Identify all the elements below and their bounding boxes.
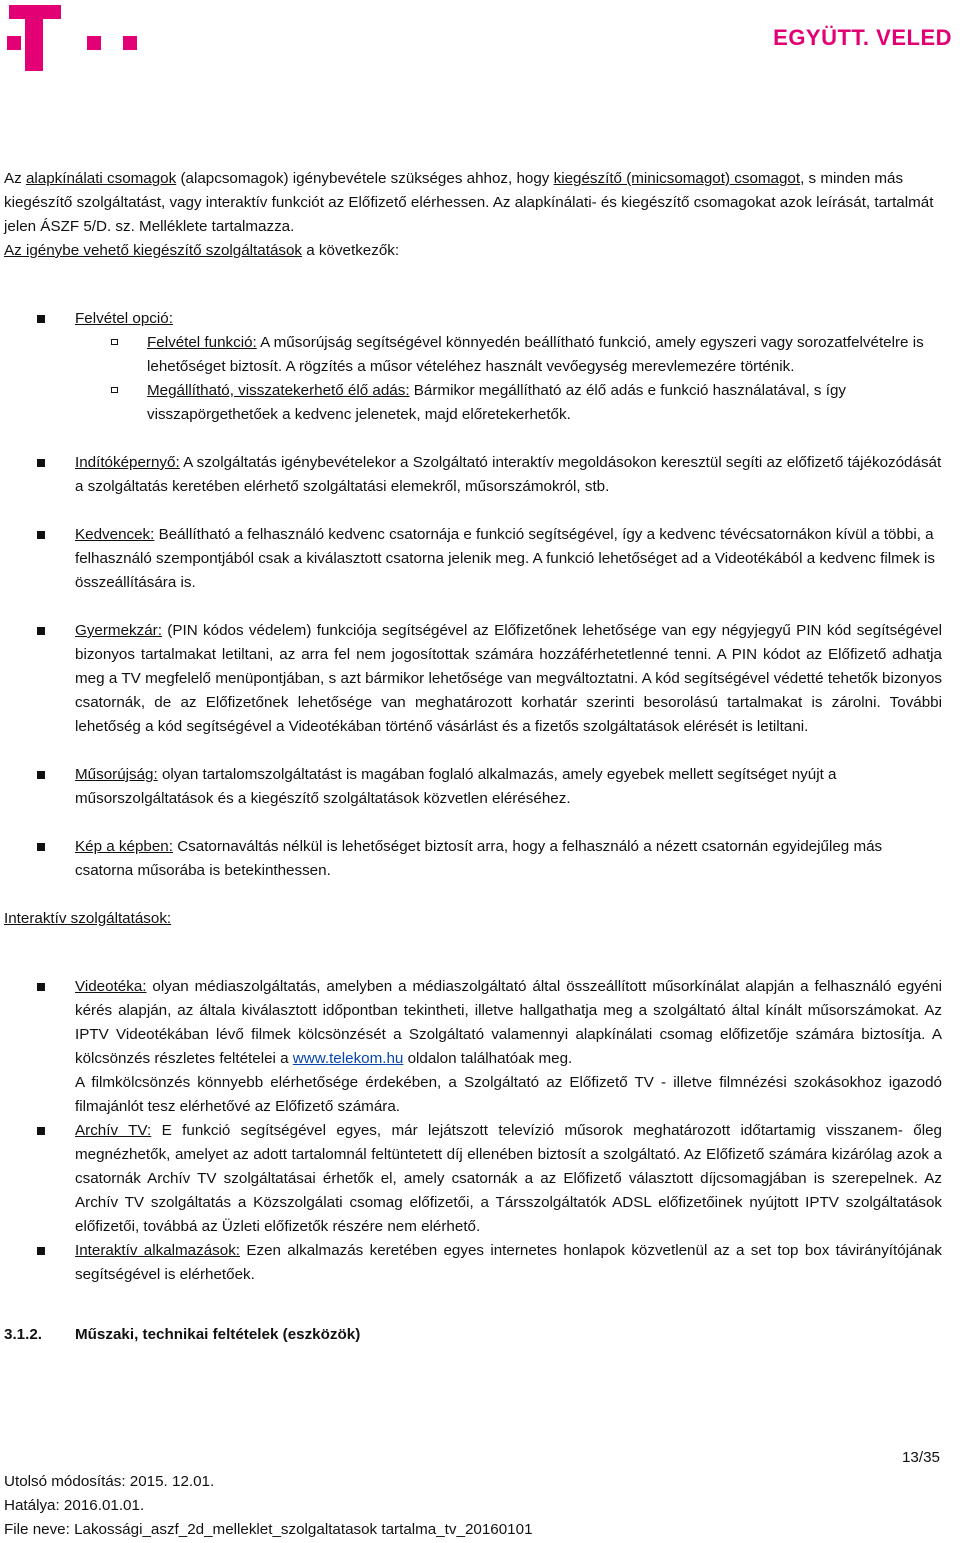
bullet-square-icon <box>37 983 45 991</box>
document-body <box>4 167 942 1347</box>
list-item-kedvencek: Kedvencek: Beállítható a felhasználó kedvenc csatornája e funkció segítségével, így a kedvenc tévécsatornákon kívül a többi, a felhasználó szempontjából csak a kiválasztott csatorna jelenik meg. A funkció lehetőséget ad a Videotékából a kedvenc filmek is összeállítására is. <box>4 523 942 595</box>
intro-paragraph: Az alapkínálati csomagok (alapcsomagok) igénybevétele szükséges ahhoz, hogy kiegészítő (minicsomagot) csomagot, s minden más kiegészítő szolgáltatást, vagy interaktív funkciót az Előfizető elérhessen. Az alapkínálati- és kiegészítő csomagokat azok leírását, tartalmát jelen ÁSZF 5/D. sz. Melléklete tartalmazza. <box>4 170 934 235</box>
bullet-hollow-square-icon <box>111 339 118 345</box>
list-item-musorujsag: Műsorújság: olyan tartalomszolgáltatást is magában foglaló alkalmazás, amely egyebek mellett segítséget nyújt a műsorszolgáltatások és a kiegészítő szolgáltatások közvetlen eléréséhez. <box>4 763 942 811</box>
logo-square-3 <box>123 36 137 50</box>
bullet-square-icon <box>37 627 45 635</box>
footer-modified: Utolsó módosítás: 2015. 12.01. <box>4 1473 215 1490</box>
bullet-square-icon <box>37 843 45 851</box>
interactive-services-title: Interaktív szolgáltatások: <box>4 910 172 927</box>
list-item-videoteka: Videotéka: olyan médiaszolgáltatás, amelyben a médiaszolgáltató által összeállított műsorkínálat alapján a felhasználó egyéni kérés alapján, az általa kiválasztott időpontban tekintheti, illetve hallgathatja meg a szolgáltató által kínált műsorszámokat. Az IPTV Videotékában lévő filmek kölcsönzését a Szolgáltató valamennyi alapkínálati csomag előfizetője számára biztosítja. A kölcsönzés részletes feltételei a www.telekom.hu oldalon találhatóak meg. A filmkölcsönzés könnyebb elérhetősége érdekében, a Szolgáltató az Előfizető TV - illetve filmnézési szokásokhoz igazodó filmajánlót tesz elérhetővé az Előfizető számára. <box>4 975 942 1119</box>
section-number: 3.1.2. <box>4 1326 42 1343</box>
list-item-inditokepernyo: Indítóképernyő: A szolgáltatás igénybevételekor a Szolgáltató interaktív megoldásokon keresztül segíti az előfizető tájékozódását a szolgáltatás keretében elérhető szolgáltatási elemekről, műsorszámokról, stb. <box>4 451 942 499</box>
list-item-gyermekzar: Gyermekzár: (PIN kódos védelem) funkciója segítségével az Előfizetőnek lehetősége van egy négyjegyű PIN kód segítségével bizonyos tartalmakat letiltani, az arra fel nem jogosítottak számára hozzáférhetetlenné tenni. A PIN kódot az Előfizető adhatja meg a TV megfelelő menüpontjában, s azt bármikor lehetősége van megváltoztatni. A kód segítségével védetté tehetők bizonyos csatornák, de az Előfizetőnek lehetősége van meghatározott korhatár szerinti besorolású tartalmakat is zárolni. További lehetőség a kód segítségével a Videotékában történő vásárlást és a fizetős szolgáltatások elérését is letiltani. <box>4 619 942 739</box>
telekom-t-logo-icon <box>0 0 150 76</box>
videoteka-extra: A filmkölcsönzés könnyebb elérhetősége érdekében, a Szolgáltató az Előfizető TV - illetve filmnézési szokásokhoz igazodó filmajánlót tesz elérhetővé az Előfizető számára. <box>75 1074 942 1115</box>
subitem-megallithato: Megállítható, visszatekerhető élő adás: Bármikor megállítható az élő adás e funkció használatával, s így visszapörgethetőek a kedvenc jelenetek, majd előretekerhetők. <box>75 379 942 427</box>
footer-effective: Hatálya: 2016.01.01. <box>4 1497 145 1514</box>
footer-filename: File neve: Lakossági_aszf_2d_melleklet_szolgaltatasok tartalma_tv_20160101 <box>4 1521 533 1538</box>
bullet-square-icon <box>37 771 45 779</box>
bullet-square-icon <box>37 1247 45 1255</box>
footer <box>4 1470 533 1542</box>
list-item-interaktiv-alkalmazasok: Interaktív alkalmazások: Ezen alkalmazás keretében egyes internetes honlapok közvetlenül az a set top box távirányítójának segítségével is elérhetőek. <box>4 1239 942 1287</box>
list-item-felvetel <box>4 307 942 427</box>
section-heading <box>4 1323 942 1347</box>
section-title: Műszaki, technikai feltételek (eszközök) <box>75 1326 361 1343</box>
subitem-felvetel-funkcio: Felvétel funkció: A műsorújság segítségével könnyedén beállítható funkció, amely egyszeri vagy sorozatfelvételre is lehetőséget biztosít. A rögzítés a műsor vételéhez használt vevőegység merevlemezére történik. <box>75 331 942 379</box>
telekom-link[interactable]: www.telekom.hu <box>292 1050 404 1067</box>
bullet-hollow-square-icon <box>111 387 118 393</box>
lead-paragraph: Az igénybe vehető kiegészítő szolgáltatások a következők: <box>4 242 400 259</box>
logo-square-2 <box>87 36 101 50</box>
bullet-square-icon <box>37 1127 45 1135</box>
logo-stem <box>25 5 43 71</box>
list-item-archiv-tv: Archív TV: E funkció segítségével egyes, már lejátszott televízió műsorok meghatározott időtartamig visszanem‑ őleg megnézhetők, amelyet az adott tartalomnál feltüntetett díj ellenében biztosít a szolgáltató. Az Előfizető számára kizárólag azok a csatornák Archív TV szolgáltatásai érhetők el, amely csatornák a az Előfizető választott díjcsomagjában is szerepelnek. Az Archív TV szolgáltatás a Közszolgálati csomag előfizetői, a Társszolgáltatók ADSL előfizetőinek nyújtott IPTV szolgáltatások előfizetői, továbbá az Üzleti előfizetők részére nem elérhető. <box>4 1119 942 1239</box>
page-number: 13/35 <box>901 1449 940 1466</box>
intro-term-alapkinalati: alapkínálati csomagok <box>25 170 177 187</box>
bullet-square-icon <box>37 531 45 539</box>
lead-label: Az igénybe vehető kiegészítő szolgáltatások <box>4 242 303 259</box>
logo-left-square <box>7 36 21 50</box>
list-item-kep-a-kepben: Kép a képben: Csatornaváltás nélkül is lehetőséget biztosít arra, hogy a felhasználó a nézett csatornán egyidejűleg más csatorna műsorába is betekinthessen. <box>4 835 942 883</box>
intro-term-kiegeszito: kiegészítő (minicsomagot) csomagot <box>553 170 801 187</box>
felvetel-label: Felvétel opció: <box>75 310 173 327</box>
bullet-square-icon <box>37 459 45 467</box>
bullet-square-icon <box>37 315 45 323</box>
brand-tagline: EGYÜTT. VELED <box>773 25 952 50</box>
